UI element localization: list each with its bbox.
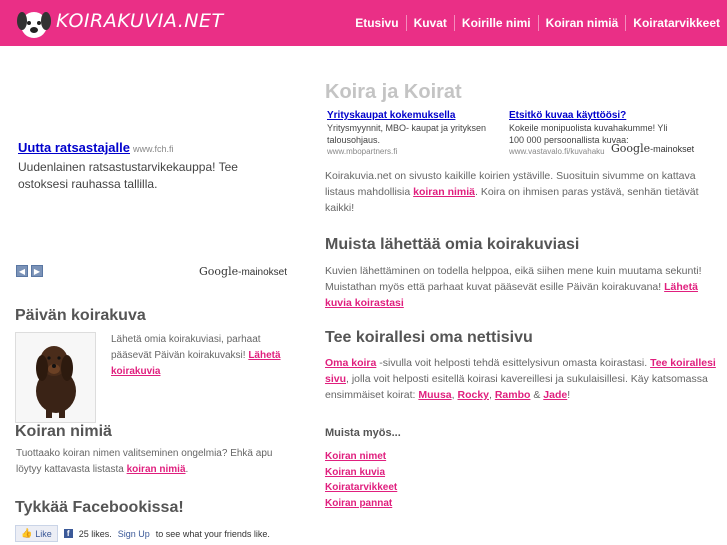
page-title: Koira ja Koirat <box>325 81 462 103</box>
google-ads-label-right[interactable] <box>611 142 694 155</box>
send-dog-pics-link[interactable]: Lähetä koirakuvia <box>111 350 281 377</box>
ad1-title[interactable]: Yrityskaupat kokemuksella <box>327 110 456 121</box>
intro-b: . Koira on ihmisen paras ystävä, senhän tietävät kaikki! <box>325 186 699 214</box>
website-desc2: , jolla voit helposti esitellä koirasi kavereillesi ja sukulaisillesi. Käy katsomassa ensimmäiset koirat: <box>325 373 708 401</box>
intro-dog-names-link[interactable]: koiran nimiä <box>413 186 475 198</box>
also-link-koiran-pannat[interactable]: Koiran pannat <box>325 497 393 509</box>
intro-text <box>325 168 717 216</box>
dachshund-image-icon <box>16 333 95 422</box>
daily-pic-title: Päivän koirakuva <box>15 307 146 324</box>
main-nav <box>348 0 727 46</box>
facebook-signup-link[interactable]: Sign Up <box>117 528 150 539</box>
like-label: Like <box>35 528 52 539</box>
google-brand-right: Google <box>611 142 651 155</box>
site-header <box>0 0 727 46</box>
nav-koiratarvikkeet[interactable]: Koiratarvikkeet <box>625 15 727 31</box>
oma-koira-link[interactable]: Oma koira <box>325 357 377 369</box>
previous-arrow-icon[interactable]: ◀ <box>16 265 28 277</box>
ad1-url[interactable]: www.mbopartners.fi <box>327 147 398 156</box>
thumbs-up-icon: 👍 <box>21 528 33 538</box>
like-count: 25 likes. <box>78 528 112 539</box>
ad2-title[interactable]: Etsitkö kuvaa käyttöösi? <box>509 110 627 121</box>
google-ads-label-left[interactable] <box>199 265 287 278</box>
site-logo[interactable] <box>14 4 224 42</box>
dog-names-desc: Tuottaako koiran nimen valitseminen ongelmia? Ehkä apu löytyy kattavasta listasta <box>16 448 273 475</box>
dog-names-end: . <box>185 464 189 475</box>
send-pics-link[interactable]: Lähetä kuvia koirastasi <box>325 281 698 309</box>
dog-names-text <box>16 446 286 478</box>
facebook-like-button[interactable] <box>15 525 58 542</box>
dog-link-rocky[interactable]: Rocky <box>457 389 489 401</box>
share-desc: Kuvien lähettäminen on todella helppoa, eikä siihen mene kuin muutama sekunti! Muistathan myös että parhaat kuvat pääsevät esille Päivän koirakuvana! <box>325 265 702 293</box>
ad2-text: Kokeile monipuolista kuvahakumme! Yli 100 000 persoonallista kuvaa: <box>509 123 668 145</box>
left-ad-url[interactable]: www.fch.fi <box>133 144 174 154</box>
dog-link-rambo[interactable]: Rambo <box>494 389 531 401</box>
facebook-title: Tykkää Facebookissa! <box>15 499 184 516</box>
left-text-ad <box>18 139 278 193</box>
also-link-koiratarvikkeet[interactable]: Koiratarvikkeet <box>325 482 398 493</box>
facebook-rest-text: to see what your friends like. <box>155 528 270 539</box>
dog-link-muusa[interactable]: Muusa <box>418 389 452 401</box>
share-pics-title: Muista lähettää omia koirakuviasi <box>325 236 580 253</box>
see-also-list <box>325 449 397 511</box>
nav-etusivu[interactable]: Etusivu <box>355 16 399 30</box>
google-ads-suffix-right: -mainokset <box>650 144 695 154</box>
facebook-icon: f <box>64 529 73 538</box>
nav-kuvat[interactable]: Kuvat <box>406 15 454 31</box>
google-ads-suffix: -mainokset <box>238 267 288 278</box>
also-link-koiran-nimet[interactable]: Koiran nimet <box>325 451 387 462</box>
next-arrow-icon[interactable]: ▶ <box>31 265 43 277</box>
left-ad-text: Uudenlainen ratsastustarvikekauppa! Tee ostoksesi rauhassa tallilla. <box>18 160 238 191</box>
nav-koiran-nimia[interactable]: Koiran nimiä <box>538 15 626 31</box>
ad1-text: Yritysmyynnit, MBO- kaupat ja yrityksen talousohjaus. <box>327 123 487 145</box>
nav-koirille-nimi[interactable]: Koirille nimi <box>454 15 538 31</box>
make-dog-page-link[interactable]: Tee koirallesi sivu <box>325 357 716 385</box>
ad-pager <box>16 265 43 277</box>
logo-text: KOIRAKUVIA.NET <box>56 10 224 32</box>
intro-a: Koirakuvia.net on sivusto kaikille koirien ystäville. Suosituin sivumme on kattava listaus mahdollisia <box>325 170 696 198</box>
dog-names-title: Koiran nimiä <box>15 423 112 440</box>
ad2-url[interactable]: www.vastavalo.fi/kuvahaku <box>509 147 605 156</box>
dog-logo-icon <box>14 4 54 42</box>
website-title: Tee koirallesi oma nettisivu <box>325 329 533 346</box>
google-brand: Google <box>199 265 239 278</box>
facebook-like-box <box>15 525 270 542</box>
dog-link-jade[interactable]: Jade <box>543 389 568 401</box>
see-also-title: Muista myös... <box>325 427 401 439</box>
daily-pic-text <box>111 332 286 380</box>
website-desc1: -sivulla voit helposti tehdä esittelysivun omasta koirastasi. <box>376 357 648 369</box>
daily-dog-image[interactable] <box>15 332 96 423</box>
daily-pic-desc: Lähetä omia koirakuviasi, parhaat pääsevät Päivän koirakuvaksi! <box>111 334 261 361</box>
dog-names-link[interactable]: koiran nimiä <box>126 464 186 475</box>
left-ad-title[interactable]: Uutta ratsastajalle <box>18 140 130 155</box>
website-text: Oma koira -sivulla voit helposti tehdä esittelysivun omasta koirastasi. Tee koirallesi sivu, jolla voit helposti esitellä koirasi kavereillesi ja sukulaisillesi. Käy katsomassa ensimmäiset koirat: Muusa, Rocky, Rambo & Jade! <box>325 357 716 401</box>
share-pics-text <box>325 263 717 311</box>
text-ad-1 <box>327 109 487 158</box>
also-link-koiran-kuvia[interactable]: Koiran kuvia <box>325 466 386 478</box>
